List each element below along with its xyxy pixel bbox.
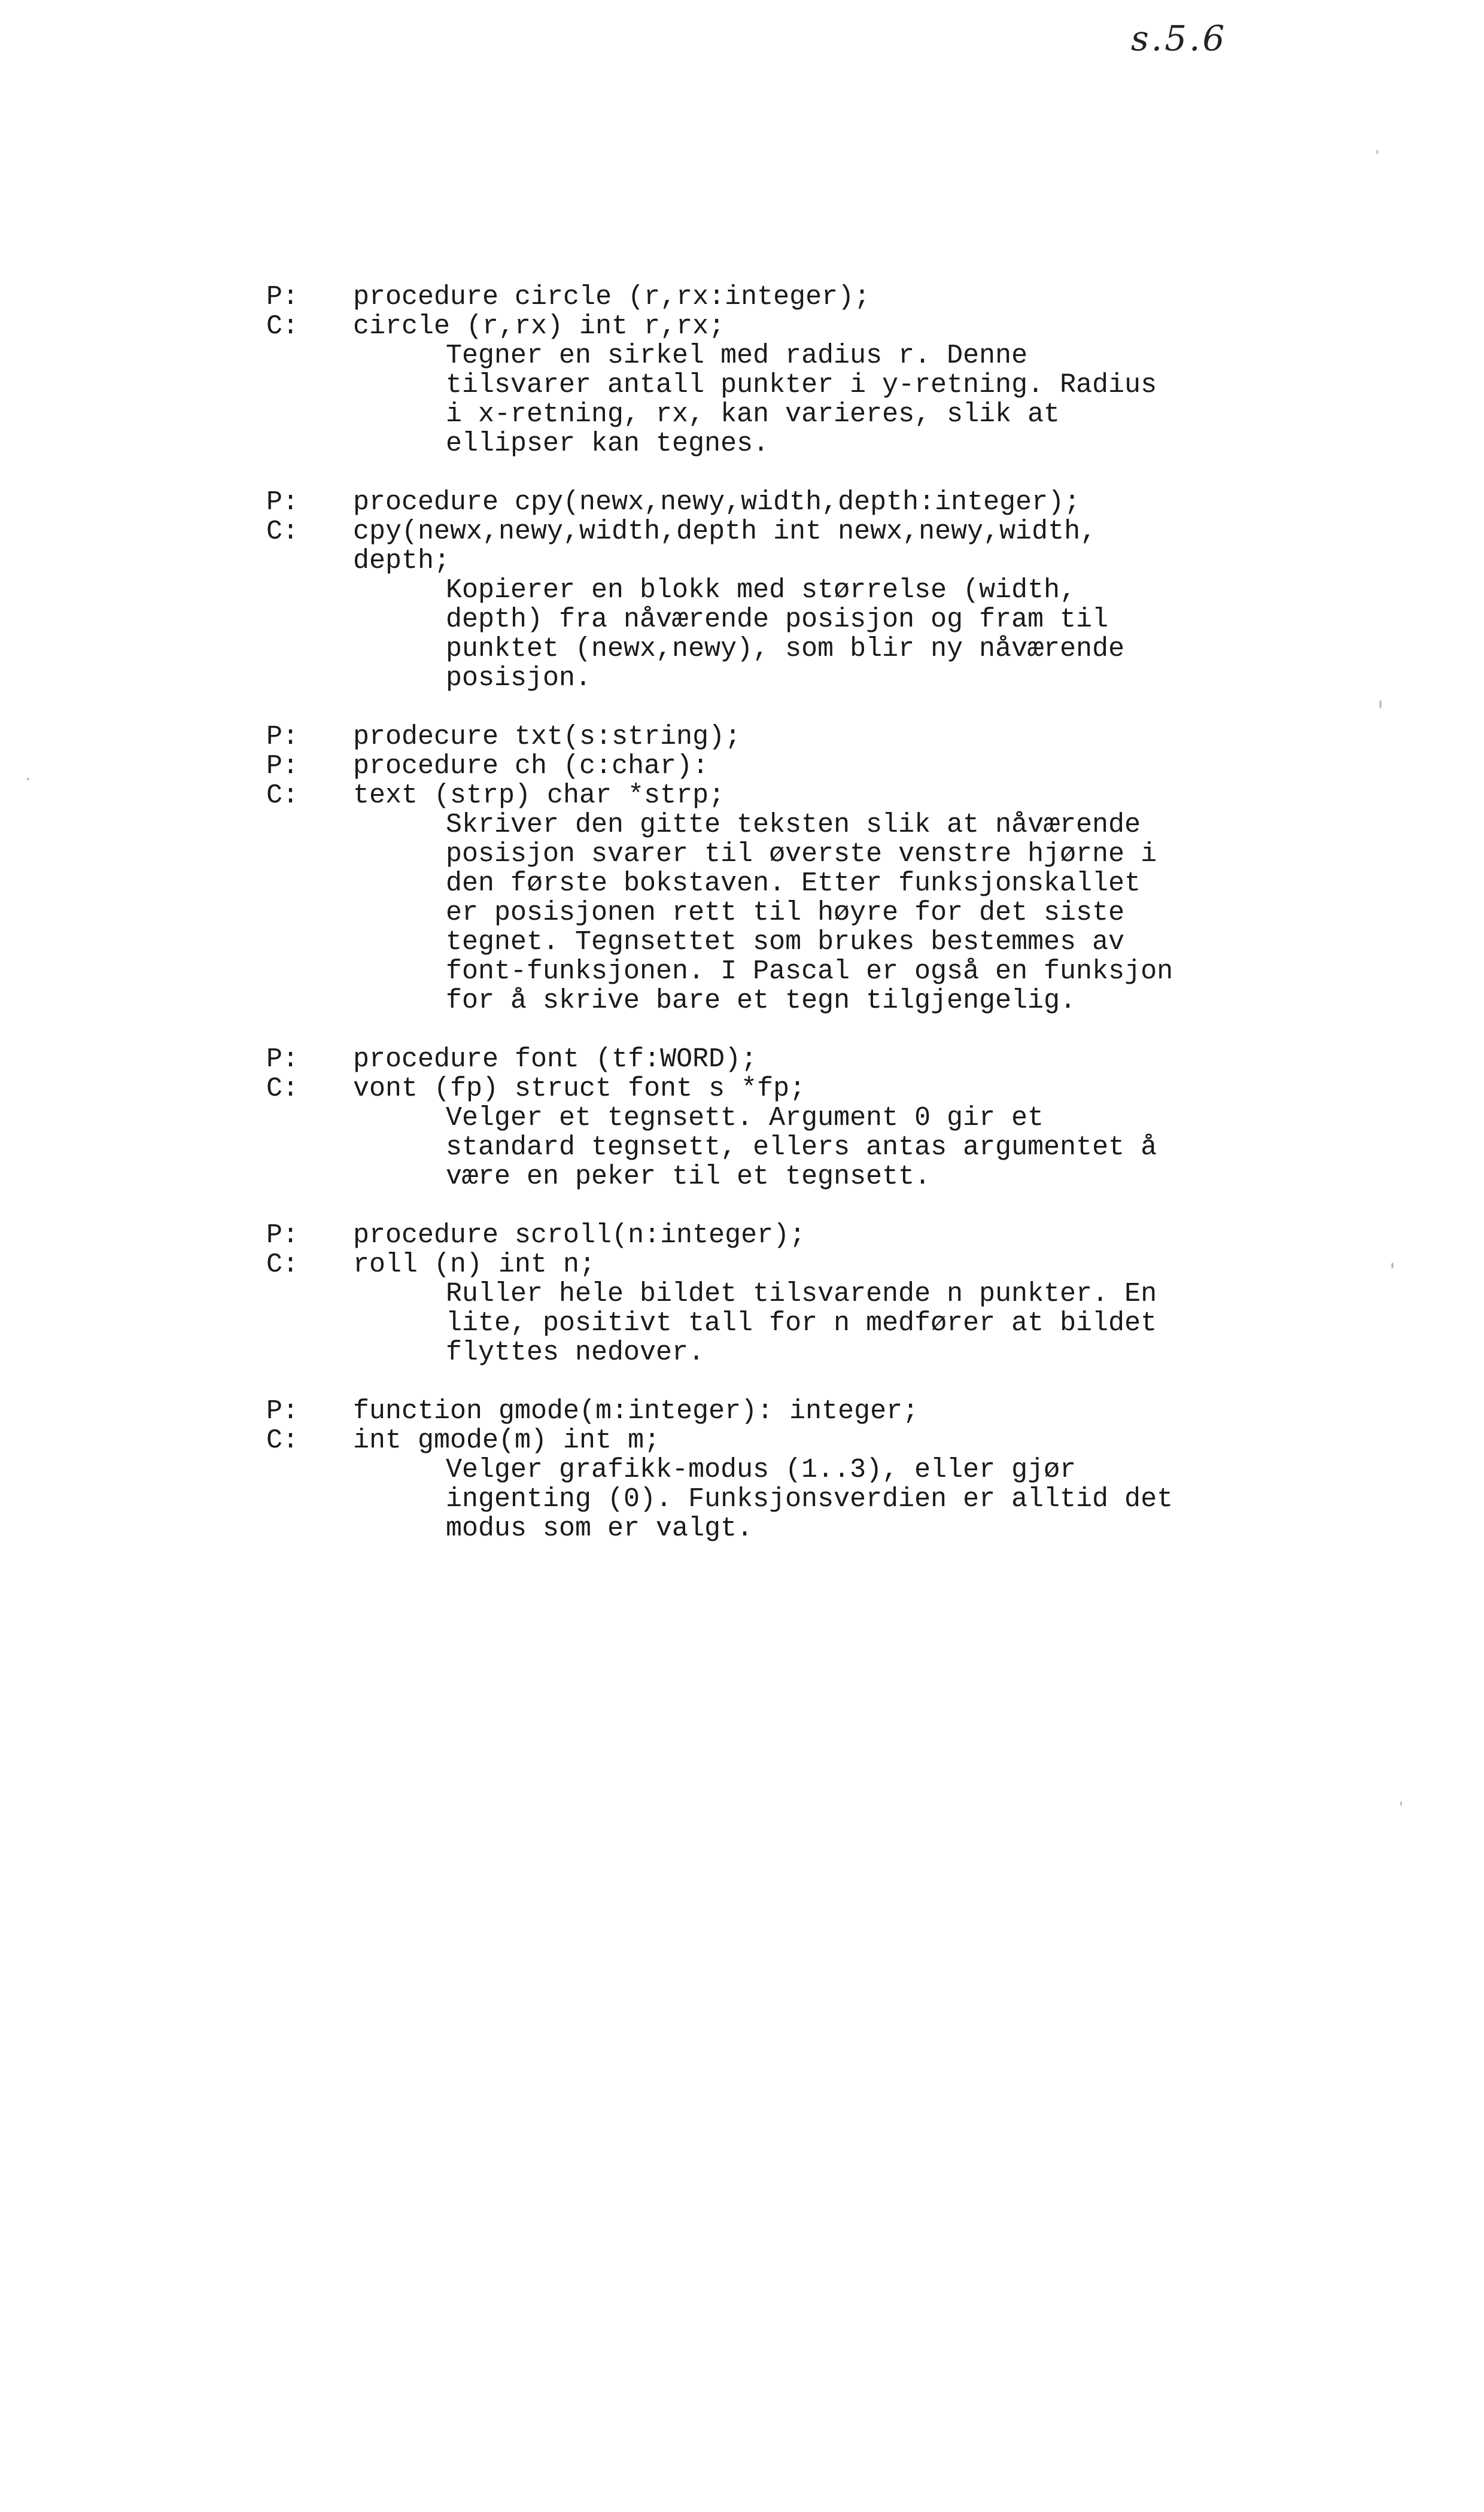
description-line: ingenting (0). Funksjonsverdien er alltid det [446, 1484, 1173, 1515]
signature-text: procedure font (tf:WORD); [353, 1044, 758, 1075]
scan-speck [27, 778, 29, 780]
description-line: Skriver den gitte teksten slik at nåværende [446, 810, 1141, 840]
entry-cpy [266, 488, 1313, 693]
description-line: standard tegnsett, ellers antas argumentet å [446, 1132, 1157, 1163]
language-tag: P: [266, 1220, 299, 1251]
language-tag: C: [266, 311, 299, 342]
description-line: tegnet. Tegnsettet som brukes bestemmes av [446, 927, 1125, 957]
signature-text: text (strp) char *strp; [353, 780, 725, 811]
description-line: er posisjonen rett til høyre for det siste [446, 898, 1125, 928]
signature-text: vont (fp) struct font s *fp; [353, 1073, 806, 1104]
entry-circle [266, 282, 1313, 458]
signature-line [266, 1045, 1313, 1074]
signature-line [266, 1397, 1313, 1426]
language-tag: P: [266, 1044, 299, 1075]
signature-text: procedure ch (c:char): [353, 751, 709, 781]
signature-line [266, 1074, 1313, 1103]
scan-speck [1400, 1801, 1402, 1806]
signature-line [266, 722, 1313, 752]
signature-line [266, 312, 1313, 341]
description-line: modus som er valgt. [446, 1513, 753, 1544]
description-line: posisjon svarer til øverste venstre hjørne i [446, 839, 1157, 869]
page-number: s.5.6 [1131, 18, 1227, 59]
description-line: punktet (newx,newy), som blir ny nåværende [446, 634, 1125, 664]
language-tag: C: [266, 1073, 299, 1104]
language-tag: P: [266, 722, 299, 752]
description-line: flyttes nedover. [446, 1337, 705, 1368]
description [266, 341, 1313, 458]
description-line: for å skrive bare et tegn tilgjengelig. [446, 986, 1076, 1016]
entry-scroll [266, 1221, 1313, 1367]
scan-speck [1379, 700, 1382, 708]
description [266, 1279, 1313, 1367]
signature-text: cpy(newx,newy,width,depth int newx,newy,width, [353, 516, 1097, 547]
signature-text: procedure cpy(newx,newy,width,depth:integer); [353, 487, 1081, 518]
signature-line [266, 517, 1313, 546]
signature-line [266, 1250, 1313, 1279]
signature-text: function gmode(m:integer): integer; [353, 1396, 919, 1427]
description-line: i x-retning, rx, kan varieres, slik at [446, 399, 1060, 430]
signature-text: procedure circle (r,rx:integer); [353, 282, 871, 312]
signature-line [266, 781, 1313, 810]
description-line: posisjon. [446, 663, 592, 694]
description-line: font-funksjonen. I Pascal er også en funksjon [446, 956, 1173, 987]
language-tag: C: [266, 1425, 299, 1456]
description-line: tilsvarer antall punkter i y-retning. Radius [446, 370, 1157, 400]
signature-text: roll (n) int n; [353, 1249, 596, 1280]
description-line: depth) fra nåværende posisjon og fram til [446, 604, 1109, 635]
description-line: ellipser kan tegnes. [446, 428, 770, 459]
language-tag: P: [266, 487, 299, 518]
language-tag: C: [266, 516, 299, 547]
description [266, 576, 1313, 693]
entry-text [266, 722, 1313, 1015]
description [266, 810, 1313, 1015]
description-line: lite, positivt tall for n medfører at bildet [446, 1308, 1157, 1339]
signature-line [266, 1221, 1313, 1250]
signature-continuation: depth; [353, 546, 451, 576]
signature-text: int gmode(m) int m; [353, 1425, 661, 1456]
entry-gmode [266, 1397, 1313, 1543]
language-tag: C: [266, 1249, 299, 1280]
language-tag: P: [266, 282, 299, 312]
description-line: Tegner en sirkel med radius r. Denne [446, 340, 1028, 371]
signature-text: procedure scroll(n:integer); [353, 1220, 806, 1251]
entry-font [266, 1045, 1313, 1191]
signature-line [266, 488, 1313, 517]
description-line: Velger grafikk-modus (1..3), eller gjør [446, 1455, 1076, 1485]
description-line: være en peker til et tegnsett. [446, 1161, 931, 1192]
signature-text: prodecure txt(s:string); [353, 722, 741, 752]
signature-line [266, 282, 1313, 312]
language-tag: P: [266, 751, 299, 781]
scan-speck [1391, 1263, 1394, 1269]
signature-line [266, 1426, 1313, 1455]
description-line: den første bokstaven. Etter funksjonskallet [446, 868, 1141, 899]
document-body [266, 282, 1313, 1573]
signature-text: circle (r,rx) int r,rx; [353, 311, 725, 342]
scan-speck [1376, 150, 1378, 154]
description [266, 1455, 1313, 1543]
language-tag: P: [266, 1396, 299, 1427]
language-tag: C: [266, 780, 299, 811]
description-line: Ruller hele bildet tilsvarende n punkter. En [446, 1279, 1157, 1309]
signature-line [266, 752, 1313, 781]
description [266, 1103, 1313, 1191]
description-line: Kopierer en blokk med størrelse (width, [446, 575, 1076, 606]
description-line: Velger et tegnsett. Argument 0 gir et [446, 1103, 1044, 1133]
